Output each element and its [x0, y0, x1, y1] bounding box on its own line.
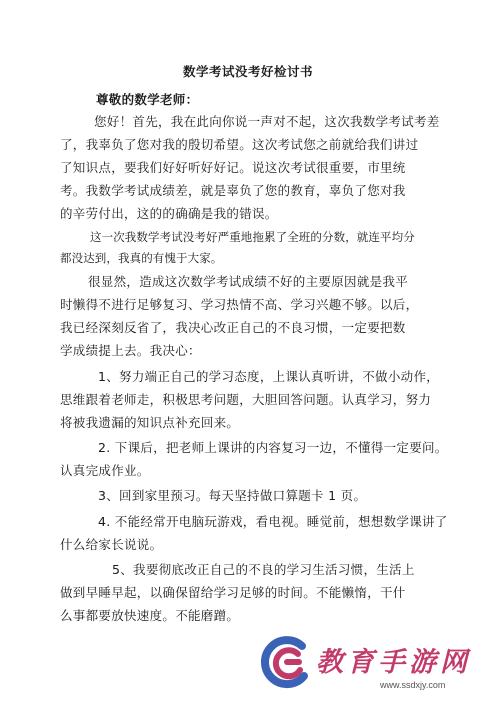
paragraph-line: 学成绩提上去。我决心：	[60, 343, 201, 358]
paragraph-line: 做到早睡早起，以确保留给学习足够的时间。不能懒惰，干什	[60, 585, 406, 600]
paragraph-line: 2. 下课后，把老师上课讲的内容复习一边，不懂得一定要问。	[98, 440, 448, 455]
document-title: 数学考试没考好检讨书	[182, 64, 313, 79]
paragraph-line: 将被我遗漏的知识点补充回来。	[60, 415, 240, 430]
salutation: 尊敬的数学老师：	[96, 92, 199, 107]
paragraph-line: 都没达到，我真的有愧于大家。	[60, 251, 223, 265]
paragraph-line: 了，我辜负了您对我的殷切希望。这次考试您之前就给我们讲过	[60, 137, 419, 152]
site-watermark	[258, 632, 496, 702]
watermark-site-name: 教育手游网	[316, 647, 471, 678]
paragraph-line: 5、我要彻底改正自己的不良的学习生活习惯，生活上	[112, 562, 415, 577]
paragraph-line: 您好！首先，我在此向你说一声对不起，这次我数学考试考差	[94, 114, 440, 129]
paragraph-line: 什么给家长说说。	[60, 537, 163, 552]
paragraph-line: 时懒得不进行足够复习、学习热情不高、学习兴趣不够。以后，	[60, 297, 419, 312]
paragraph-line: 4. 不能经常开电脑玩游戏，看电视。睡觉前，想想数学课讲了	[98, 514, 448, 529]
paragraph-line: 我已经深刻反省了，我决心改正自己的不良习惯，一定要把数	[60, 320, 406, 335]
paragraph-line: 认真完成作业。	[60, 463, 150, 478]
paragraph-line: 的辛劳付出，这的的确确是我的错误。	[60, 206, 278, 221]
paragraph-line: 了知识点，要我们好好听好好记。说这次考试很重要，市里统	[60, 160, 406, 175]
c-swirl-logo-icon	[258, 632, 318, 692]
paragraph-line: 1、努力端正自己的学习态度，上课认真听讲，不做小动作，	[98, 369, 440, 384]
paragraph-line: 这一次我数学考试没考好严重地拖累了全班的分数，就连平均分	[90, 230, 415, 244]
paragraph-line: 考。我数学考试成绩差，就是辜负了您的教育，辜负了您对我	[60, 183, 406, 198]
paragraph-line: 很显然，造成这次数学考试成绩不好的主要原因就是我平	[88, 274, 409, 289]
paragraph-line: 么事都要放快速度。不能磨蹭。	[60, 608, 240, 623]
paragraph-line: 3、回到家里预习。每天坚持做口算题卡 1 页。	[98, 488, 367, 503]
paragraph-line: 思维跟着老师走，积极思考问题，大胆回答问题。认真学习，努力	[60, 392, 432, 407]
watermark-url: www.ssdxjy.com	[380, 680, 446, 690]
